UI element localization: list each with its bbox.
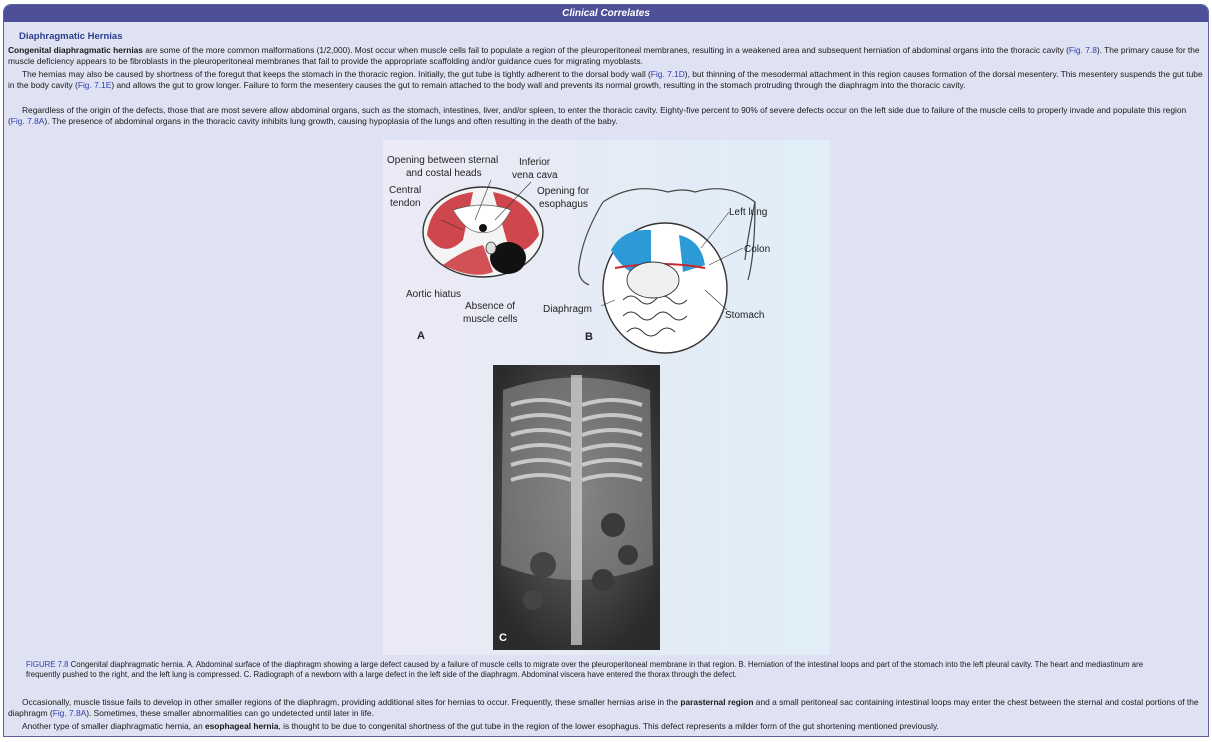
text-span: Occasionally, muscle tissue fails to develop in other smaller regions of the diaphragm, providing additional sites for hernias to occur. Frequently, these smaller hernias arise in the: [22, 697, 681, 707]
bold-term: esophageal hernia: [204, 721, 279, 731]
label-opening-for: Opening for: [537, 186, 590, 197]
svg-text:muscle cells: [463, 314, 517, 325]
svg-text:Stomach: [725, 310, 764, 321]
radiograph-drawing: [493, 365, 660, 650]
paragraph-3: [8, 105, 1204, 128]
figure-link[interactable]: Fig. 7.8: [1068, 45, 1097, 55]
text-span: The hernias may also be caused by shortness of the foregut that keeps the stomach in the thoracic region. Initially, the gut tube is tightly adherent to the dorsal body wall (: [22, 69, 651, 79]
label-colon: Colon: [744, 244, 771, 255]
section-title: Diaphragmatic Hernias: [19, 31, 123, 42]
banner-title: Clinical Correlates: [4, 5, 1208, 22]
svg-text:Opening between sternal: [387, 155, 498, 166]
svg-text:Inferior: [519, 157, 551, 168]
text-span: , is thought to be due to congenital shortness of the gut tube in the region of the lower esophagus. This defect represents a milder form of the gut shortening mentioned previously.: [278, 721, 939, 731]
label-muscle-cells: muscle cells: [463, 314, 518, 325]
svg-text:Absence of: [465, 301, 515, 312]
paragraph-2: [8, 69, 1204, 92]
svg-text:B: [585, 331, 593, 343]
paragraph-1: [8, 45, 1204, 68]
label-diaphragm: Diaphragm: [543, 304, 592, 315]
svg-text:Central: [389, 185, 421, 196]
panel-c-label: C: [499, 632, 507, 644]
text-span: ) and allows the gut to grow longer. Failure to form the mesentery causes the gut to remain attached to the body wall and prevents its normal growth, resulting in the stomach protruding through the diaphragm into the thoracic cavity.: [111, 80, 966, 91]
label-aortic-hiatus: Aortic hiatus: [406, 289, 462, 300]
svg-text:Left lung: [729, 207, 767, 218]
figure-link[interactable]: Fig. 7.1D: [650, 69, 685, 79]
text-span: Another type of smaller diaphragmatic hernia, an: [22, 721, 205, 731]
caption-figure-label: FIGURE 7.8: [26, 660, 69, 669]
panel-b-label: B: [585, 331, 593, 343]
label-vena-cava: vena cava: [512, 170, 558, 181]
text-span: are some of the more common malformations (1/2,000). Most occur when muscle cells fail to populate a region of the pleuroperitoneal membranes, resulting in a weakened area and subsequent herniation of abdominal organs into the thoracic cavity (: [142, 45, 1069, 55]
diaphragm-drawing: [423, 180, 543, 277]
text-span: Regardless of the origin of the defects, those that are most severe allow abdominal organs, such as the stomach, intestines, liver, and/or spleen, to enter the thoracic cavity. Eighty-five percent to 90% of severe defects occur on the left side due to failure of the muscle cells to properly invade and populate this region (: [8, 105, 1187, 127]
figure-link[interactable]: Fig. 7.1E: [77, 80, 112, 91]
radiograph-image: [493, 365, 660, 650]
label-inferior: Inferior: [519, 157, 551, 168]
text-span: ). The presence of abdominal organs in the thoracic cavity inhibits lung growth, causing hypoplasia of the lungs and often resulting in the death of the baby.: [44, 116, 618, 127]
text-span: ). The primary cause for the muscle deficiency appears to be fibroblasts in the pleuroperitoneal membranes that fail to provide the appropriate scaffolding and/or guidance cues for migrating myoblasts.: [8, 45, 1200, 67]
text-span: ). Sometimes, these smaller abnormalities can go undetected until later in life.: [86, 708, 374, 719]
caption-text: Congenital diaphragmatic hernia. A. Abdominal surface of the diaphragm showing a large defect caused by a failure of muscle cells to migrate over the pleuroperitoneal membrane in that region. B. Herniation of the intestinal loops and part of the stomach into the left pleural cavity. The heart and mediastinum are frequently pushed to the right, and the left lung is compressed. C. Radiograph of a newborn with a large defect in the left side of the diaphragm. Abdominal viscera have entered the thorax through the defect.: [26, 660, 1144, 680]
svg-text:and costal heads: [406, 168, 482, 179]
label-central: Central: [389, 185, 422, 196]
paragraph-4: [8, 697, 1204, 720]
text-span: and a small peritoneal sac containing intestinal loops may enter the chest between the sternal and costal portions of the diaphragm (: [8, 697, 1199, 719]
label-absence-of: Absence of: [465, 301, 516, 312]
panel-a-label: A: [417, 330, 425, 342]
svg-text:esophagus: [539, 199, 588, 210]
figure-7-8: [383, 140, 830, 655]
svg-text:Aortic hiatus: [406, 289, 461, 300]
svg-text:Opening for: [537, 186, 590, 197]
bold-term: Congenital diaphragmatic hernias: [8, 45, 143, 55]
label-tendon: tendon: [390, 198, 421, 209]
clinical-correlates-box: [3, 4, 1209, 737]
svg-text:Diaphragm: [543, 304, 592, 315]
label-stomach: Stomach: [725, 310, 765, 321]
svg-text:vena cava: [512, 170, 558, 181]
figure-link[interactable]: Fig. 7.8A: [10, 116, 45, 127]
svg-text:A: [417, 330, 425, 342]
label-costal-heads: and costal heads: [406, 168, 482, 179]
bold-term: parasternal region: [680, 697, 754, 707]
label-left-lung: Left lung: [729, 207, 768, 218]
paragraph-5: [8, 721, 1204, 732]
label-opening-sternal: Opening between sternal: [387, 155, 499, 166]
figure-link[interactable]: Fig. 7.8A: [52, 708, 87, 719]
text-span: ), but thinning of the mesodermal attachment in this region causes formation of the dorsal mesentery. This mesentery suspends the gut tube in the body cavity (: [8, 69, 1203, 91]
svg-text:Colon: [744, 244, 770, 255]
figure-caption: [26, 660, 1176, 681]
label-esophagus: esophagus: [539, 199, 588, 210]
svg-text:tendon: [390, 198, 421, 209]
